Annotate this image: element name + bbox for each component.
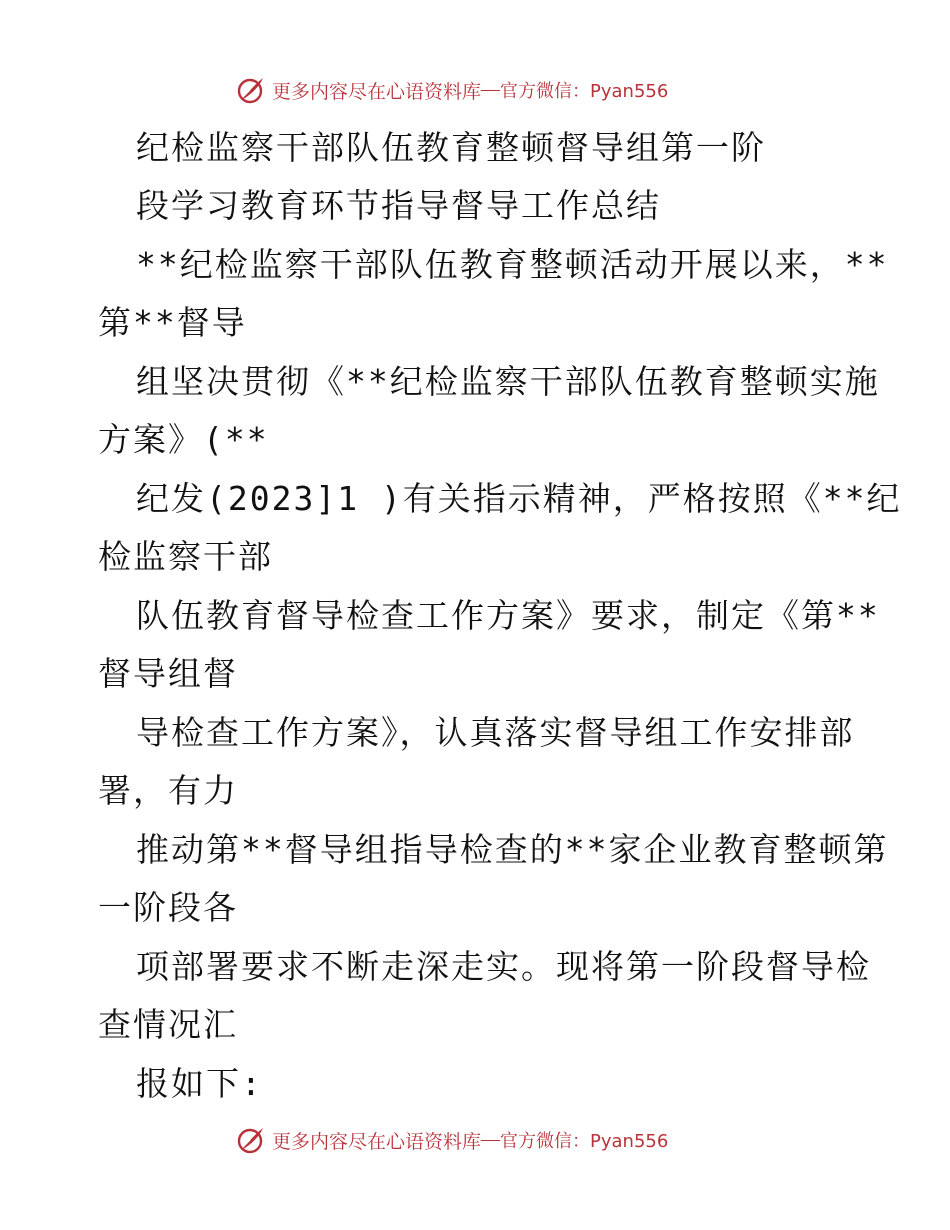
header-watermark-banner [236,72,716,108]
body-line: 推动第**督导组指导检查的**家企业教育整顿第 [136,830,889,869]
body-line: 队伍教育督导检查工作方案》要求，制定《第** [136,596,880,635]
title-line-2: 段学习教育环节指导督导工作总结 [136,186,661,225]
body-line: 督导组督 [98,654,238,693]
header-banner-text: 更多内容尽在心语资料库 [272,80,482,103]
footer-banner-wechat: 官方微信：Pyan556 [500,1131,669,1152]
footer-banner-dash: — [481,1129,501,1150]
quill-logo-icon [236,75,266,105]
footer-watermark-banner [236,1122,716,1158]
header-banner-dash: — [481,79,501,100]
body-line: 查情况汇 [98,1005,238,1044]
body-line: 纪发(2023]1 )有关指示精神，严格按照《**纪 [136,479,902,518]
body-line: 导检查工作方案》，认真落实督导组工作安排部 [136,713,855,752]
body-line: 组坚决贯彻《**纪检监察干部队伍教育整顿实施 [136,362,880,401]
body-line: **纪检监察干部队伍教育整顿活动开展以来，** [136,245,889,284]
header-banner-wechat: 官方微信：Pyan556 [500,81,669,102]
quill-logo-icon [236,1125,266,1155]
body-line: 方案》(** [98,420,269,459]
body-line: 第**督导 [98,303,247,342]
body-line: 报如下: [136,1064,263,1103]
body-line: 署，有力 [98,771,238,810]
body-line: 一阶段各 [98,888,238,927]
body-line: 项部署要求不断走深走实。现将第一阶段督导检 [136,947,871,986]
title-line-1: 纪检监察干部队伍教育整顿督导组第一阶 [136,128,766,167]
footer-banner-text: 更多内容尽在心语资料库 [272,1130,482,1153]
body-line: 检监察干部 [98,537,273,576]
